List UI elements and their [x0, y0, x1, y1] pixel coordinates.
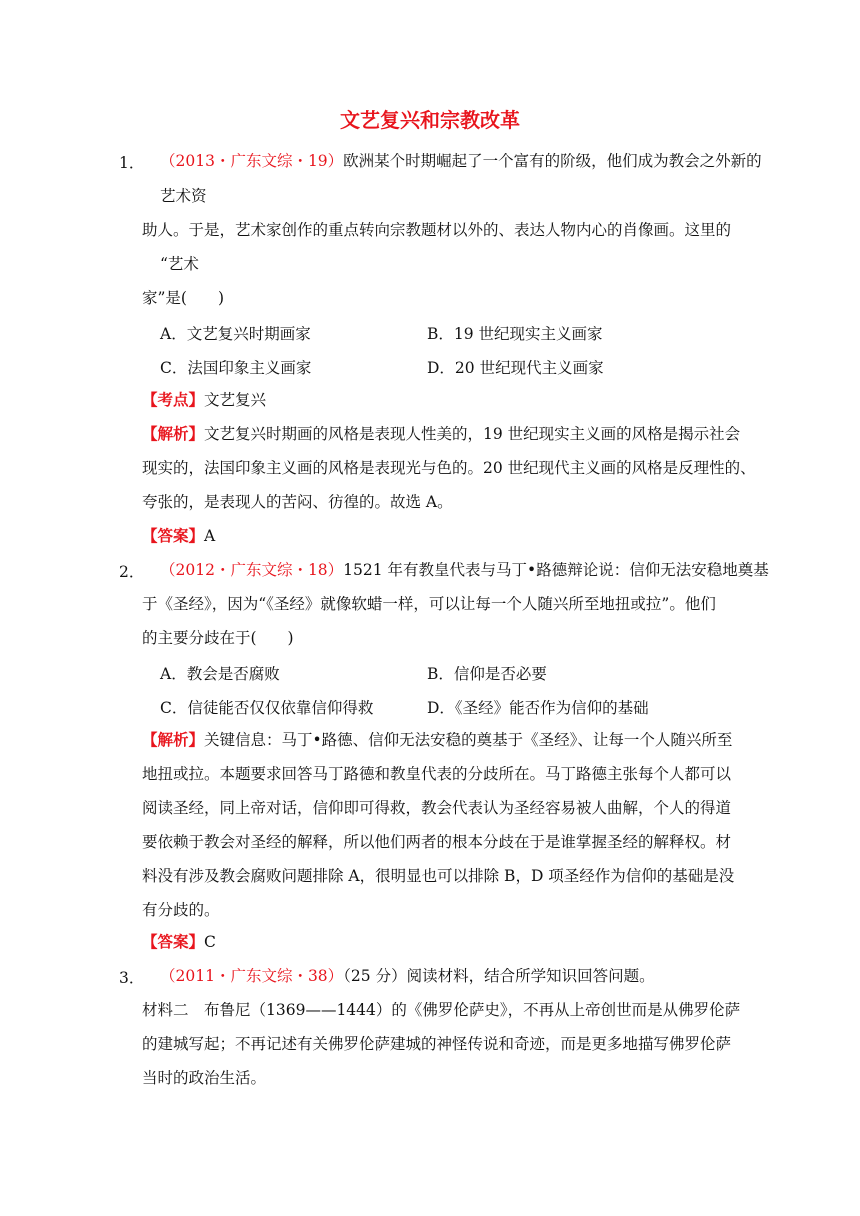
question-text: 于《圣经》，因为“《圣经》就像软蜡一样，可以让每一个人随兴所至地扭或拉”。他们 [142, 595, 716, 613]
option-b: B．19 世纪现实主义画家 [427, 325, 603, 343]
analysis-line [142, 730, 732, 750]
material-text: 当时的政治生活。 [142, 1069, 267, 1087]
question-1-stem-line [160, 151, 762, 171]
answer-tag: 【答案】 [142, 932, 205, 951]
material-text: 的建城写起；不再记述有关佛罗伦萨建城的神怪传说和奇迹，而是更多地描写佛罗伦萨 [142, 1035, 732, 1053]
analysis-text: 料没有涉及教会腐败问题排除 A，很明显也可以排除 B，D 项圣经作为信仰的基础是没 [142, 867, 735, 885]
option-c: C．法国印象主义画家 [160, 359, 312, 377]
option-c: C．信徒能否仅仅依靠信仰得救 [160, 699, 374, 717]
question-2-stem-line [160, 560, 769, 580]
question-source: （2012・广东文综・18） [160, 561, 344, 579]
question-source: （2013・广东文综・19） [160, 152, 344, 170]
kaodian-line [142, 390, 266, 410]
kaodian-tag: 【考点】 [142, 390, 205, 409]
option-d: D．20 世纪现代主义画家 [427, 359, 604, 377]
analysis-text: 文艺复兴时期画的风格是表现人性美的，19 世纪现实主义画的风格是揭示社会 [204, 425, 741, 443]
analysis-text: 夸张的，是表现人的苦闷、彷徨的。故选 A。 [142, 493, 453, 511]
option-a: A．文艺复兴时期画家 [160, 325, 311, 343]
option-a: A．教会是否腐败 [160, 665, 280, 683]
analysis-tag: 【解析】 [142, 424, 205, 443]
analysis-text: 阅读圣经，同上帝对话，信仰即可得救，教会代表认为圣经容易被人曲解，个人的得道 [142, 799, 732, 817]
page-title: 文艺复兴和宗教改革 [340, 108, 520, 132]
question-text: 的主要分歧在于( ) [142, 629, 294, 647]
question-text: “艺术 [160, 255, 199, 273]
option-b: B．信仰是否必要 [427, 665, 547, 683]
analysis-text: 有分歧的。 [142, 901, 220, 919]
analysis-line [142, 424, 740, 444]
question-3-stem-line [160, 966, 655, 986]
answer-value: C [204, 933, 216, 951]
question-text: 1521 年有教皇代表与马丁•路德辩论说：信仰无法安稳地奠基 [343, 561, 769, 579]
question-text: （25 分）阅读材料，结合所学知识回答问题。 [343, 967, 655, 985]
answer-value: A [204, 527, 216, 545]
question-number: 1． [119, 154, 145, 172]
analysis-text: 地扭或拉。本题要求回答马丁路德和教皇代表的分歧所在。马丁路德主张每个人都可以 [142, 765, 732, 783]
analysis-text: 要依赖于教会对圣经的解释，所以他们两者的根本分歧在于是谁掌握圣经的解释权。材 [142, 833, 732, 851]
analysis-text: 现实的，法国印象主义画的风格是表现光与色的。20 世纪现代主义画的风格是反理性的、 [142, 459, 756, 477]
question-source: （2011・广东文综・38） [160, 967, 344, 985]
question-number: 3． [119, 969, 145, 987]
answer-line [142, 932, 216, 952]
option-d: D．《圣经》能否作为信仰的基础 [427, 699, 649, 717]
question-text: 艺术资 [160, 187, 207, 205]
question-text: 家”是( ) [142, 289, 225, 307]
question-text: 欧洲某个时期崛起了一个富有的阶级，他们成为教会之外新的 [343, 152, 762, 170]
question-number: 2． [119, 563, 145, 581]
answer-tag: 【答案】 [142, 526, 205, 545]
analysis-tag: 【解析】 [142, 730, 205, 749]
kaodian-text: 文艺复兴 [204, 391, 267, 409]
answer-line [142, 526, 215, 546]
analysis-text: 关键信息：马丁•路德、信仰无法安稳的奠基于《圣经》、让每一个人随兴所至 [204, 731, 733, 749]
question-text: 助人。于是，艺术家创作的重点转向宗教题材以外的、表达人物内心的肖像画。这里的 [142, 221, 732, 239]
material-text: 材料二 布鲁尼（1369——1444）的《佛罗伦萨史》，不再从上帝创世而是从佛罗伦萨 [142, 1001, 741, 1019]
